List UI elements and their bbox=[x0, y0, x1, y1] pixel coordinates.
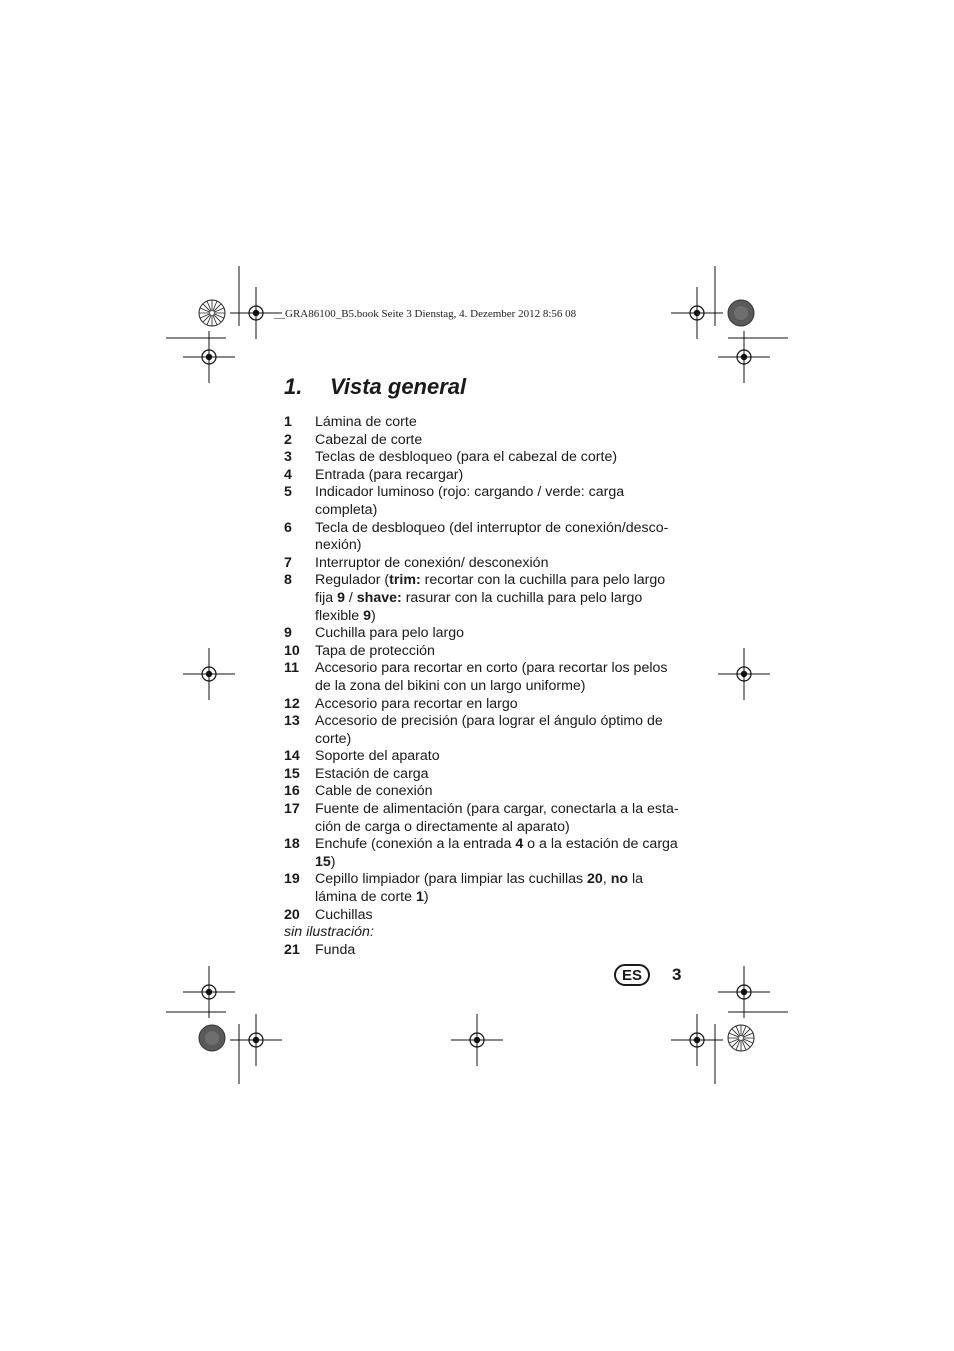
list-item bbox=[284, 520, 684, 555]
item-text bbox=[315, 748, 684, 766]
item-text bbox=[315, 625, 684, 643]
item-text bbox=[315, 414, 684, 432]
item-number: 10 bbox=[284, 642, 300, 659]
item-number: 15 bbox=[284, 765, 300, 782]
list-item bbox=[284, 907, 684, 925]
item-text-part: Entrada (para recargar) bbox=[315, 466, 464, 483]
list-item bbox=[284, 449, 684, 467]
item-number: 20 bbox=[284, 906, 300, 923]
item-text-part: o a la estación de carga bbox=[523, 836, 678, 853]
item-text-part: , bbox=[602, 871, 611, 888]
item-text bbox=[315, 467, 684, 485]
list-item bbox=[284, 713, 684, 748]
item-text bbox=[315, 432, 684, 450]
item-text bbox=[315, 713, 684, 748]
item-text-bold: 15 bbox=[315, 853, 331, 870]
item-number: 3 bbox=[284, 449, 292, 466]
list-item bbox=[284, 696, 684, 714]
list-item bbox=[284, 871, 684, 906]
item-text-part: Regulador ( bbox=[315, 572, 390, 589]
item-text-part: Soporte del aparato bbox=[315, 748, 440, 765]
item-text bbox=[315, 836, 684, 871]
item-number: 9 bbox=[284, 625, 292, 642]
item-text-part: Enchufe (conexión a la entrada bbox=[315, 836, 516, 853]
item-text-part: la lámina de corte bbox=[315, 871, 644, 906]
item-text-bold: no bbox=[610, 871, 629, 888]
item-number: 2 bbox=[284, 431, 292, 448]
item-text bbox=[315, 696, 684, 714]
item-number: 16 bbox=[284, 783, 300, 800]
list-item bbox=[284, 801, 684, 836]
item-text-part: Cuchilla para pelo largo bbox=[315, 625, 465, 642]
list-item bbox=[284, 766, 684, 784]
item-text bbox=[315, 801, 684, 836]
item-text-part: Tecla de desbloqueo (del interruptor de conexión/desco-nexión) bbox=[315, 519, 669, 554]
list-item bbox=[284, 643, 684, 661]
item-text-part: recortar con la cuchilla para pelo largo fija bbox=[315, 572, 666, 606]
list-item bbox=[284, 467, 684, 485]
item-text-bold: 9 bbox=[363, 607, 371, 624]
list-item bbox=[284, 625, 684, 643]
item-number: 13 bbox=[284, 713, 300, 730]
parts-list bbox=[284, 414, 684, 959]
item-text-bold: 1 bbox=[415, 889, 424, 906]
item-text-part: Accesorio para recortar en largo bbox=[315, 695, 518, 712]
item-text-part: Accesorio de precisión (para lograr el ángulo óptimo de corte) bbox=[315, 713, 663, 747]
item-number: 11 bbox=[284, 660, 299, 677]
list-item bbox=[284, 572, 684, 625]
item-number: 8 bbox=[284, 572, 292, 589]
item-text-part: Teclas de desbloqueo (para el cabezal de corte) bbox=[315, 449, 618, 466]
item-text bbox=[315, 871, 684, 906]
item-text-bold: 9 bbox=[337, 589, 345, 606]
item-text bbox=[315, 643, 684, 661]
list-item bbox=[284, 748, 684, 766]
item-text bbox=[315, 572, 684, 625]
page-number: 3 bbox=[672, 965, 682, 984]
item-number: 1 bbox=[284, 414, 292, 430]
item-text-bold: 4 bbox=[515, 836, 524, 853]
item-number: 12 bbox=[284, 695, 300, 712]
list-item bbox=[284, 555, 684, 573]
item-text-part: Indicador luminoso (rojo: cargando / verde: carga completa) bbox=[315, 484, 625, 518]
list-item bbox=[284, 414, 684, 432]
item-text-part: Funda bbox=[315, 941, 356, 958]
item-number: 21 bbox=[284, 941, 300, 958]
item-number: 5 bbox=[284, 484, 292, 501]
list-item bbox=[284, 836, 684, 871]
list-item bbox=[284, 942, 684, 960]
item-text bbox=[315, 783, 684, 801]
item-number: 14 bbox=[284, 748, 300, 765]
item-text-part: Estación de carga bbox=[315, 765, 429, 782]
item-text bbox=[315, 520, 684, 555]
language-badge: ES bbox=[614, 964, 650, 986]
item-text-part: Cable de conexión bbox=[315, 783, 433, 800]
item-text bbox=[315, 660, 684, 695]
item-text bbox=[315, 766, 684, 784]
list-item bbox=[284, 783, 684, 801]
item-text-part: ) bbox=[423, 889, 429, 906]
item-text-part: Interruptor de conexión/ desconexión bbox=[315, 554, 549, 571]
item-number: 18 bbox=[284, 836, 300, 853]
list-item bbox=[284, 660, 684, 695]
item-text-part: Cuchillas bbox=[315, 906, 373, 923]
item-text-part: Lámina de corte bbox=[315, 414, 417, 430]
item-text bbox=[315, 555, 684, 573]
item-number: 7 bbox=[284, 554, 292, 571]
item-text-bold: trim: bbox=[389, 572, 421, 589]
section-title bbox=[284, 374, 466, 400]
list-item bbox=[284, 484, 684, 519]
list-item bbox=[284, 432, 684, 450]
extra-parts-items bbox=[284, 942, 684, 960]
item-text bbox=[315, 942, 684, 960]
item-text-part: rasurar con la cuchilla para pelo largo flexible bbox=[315, 589, 643, 624]
item-text-part: Tapa de protección bbox=[315, 642, 435, 659]
item-text bbox=[315, 449, 684, 467]
section-title-text: Vista general bbox=[330, 374, 467, 399]
item-number: 4 bbox=[284, 466, 292, 483]
item-number: 19 bbox=[284, 871, 300, 888]
item-text-part: Cepillo limpiador (para limpiar las cuchillas bbox=[315, 871, 588, 888]
item-text-part: Cabezal de corte bbox=[315, 431, 423, 448]
item-text-part: ) bbox=[330, 853, 336, 870]
print-file-line: __GRA86100_B5.book Seite 3 Dienstag, 4. Dezember 2012 8:56 08 bbox=[274, 308, 577, 320]
parts-items bbox=[284, 414, 684, 924]
item-text-part: Accesorio para recortar en corto (para recortar los pelos de la zona del bikini con un largo uniforme) bbox=[315, 660, 668, 694]
item-text-bold: shave: bbox=[356, 589, 402, 606]
item-text-part: ) bbox=[371, 607, 376, 624]
item-text-part: Fuente de alimentación (para cargar, conectarla a la esta-ción de carga o directamente al aparato) bbox=[315, 801, 679, 835]
item-text-part: / bbox=[344, 589, 357, 606]
item-number: 6 bbox=[284, 519, 292, 536]
item-text bbox=[315, 484, 684, 519]
not-illustrated-note: sin ilustración: bbox=[284, 924, 374, 941]
item-number: 17 bbox=[284, 801, 300, 818]
item-text-bold: 20 bbox=[587, 871, 603, 888]
item-text bbox=[315, 907, 684, 925]
section-number: 1. bbox=[284, 374, 303, 399]
